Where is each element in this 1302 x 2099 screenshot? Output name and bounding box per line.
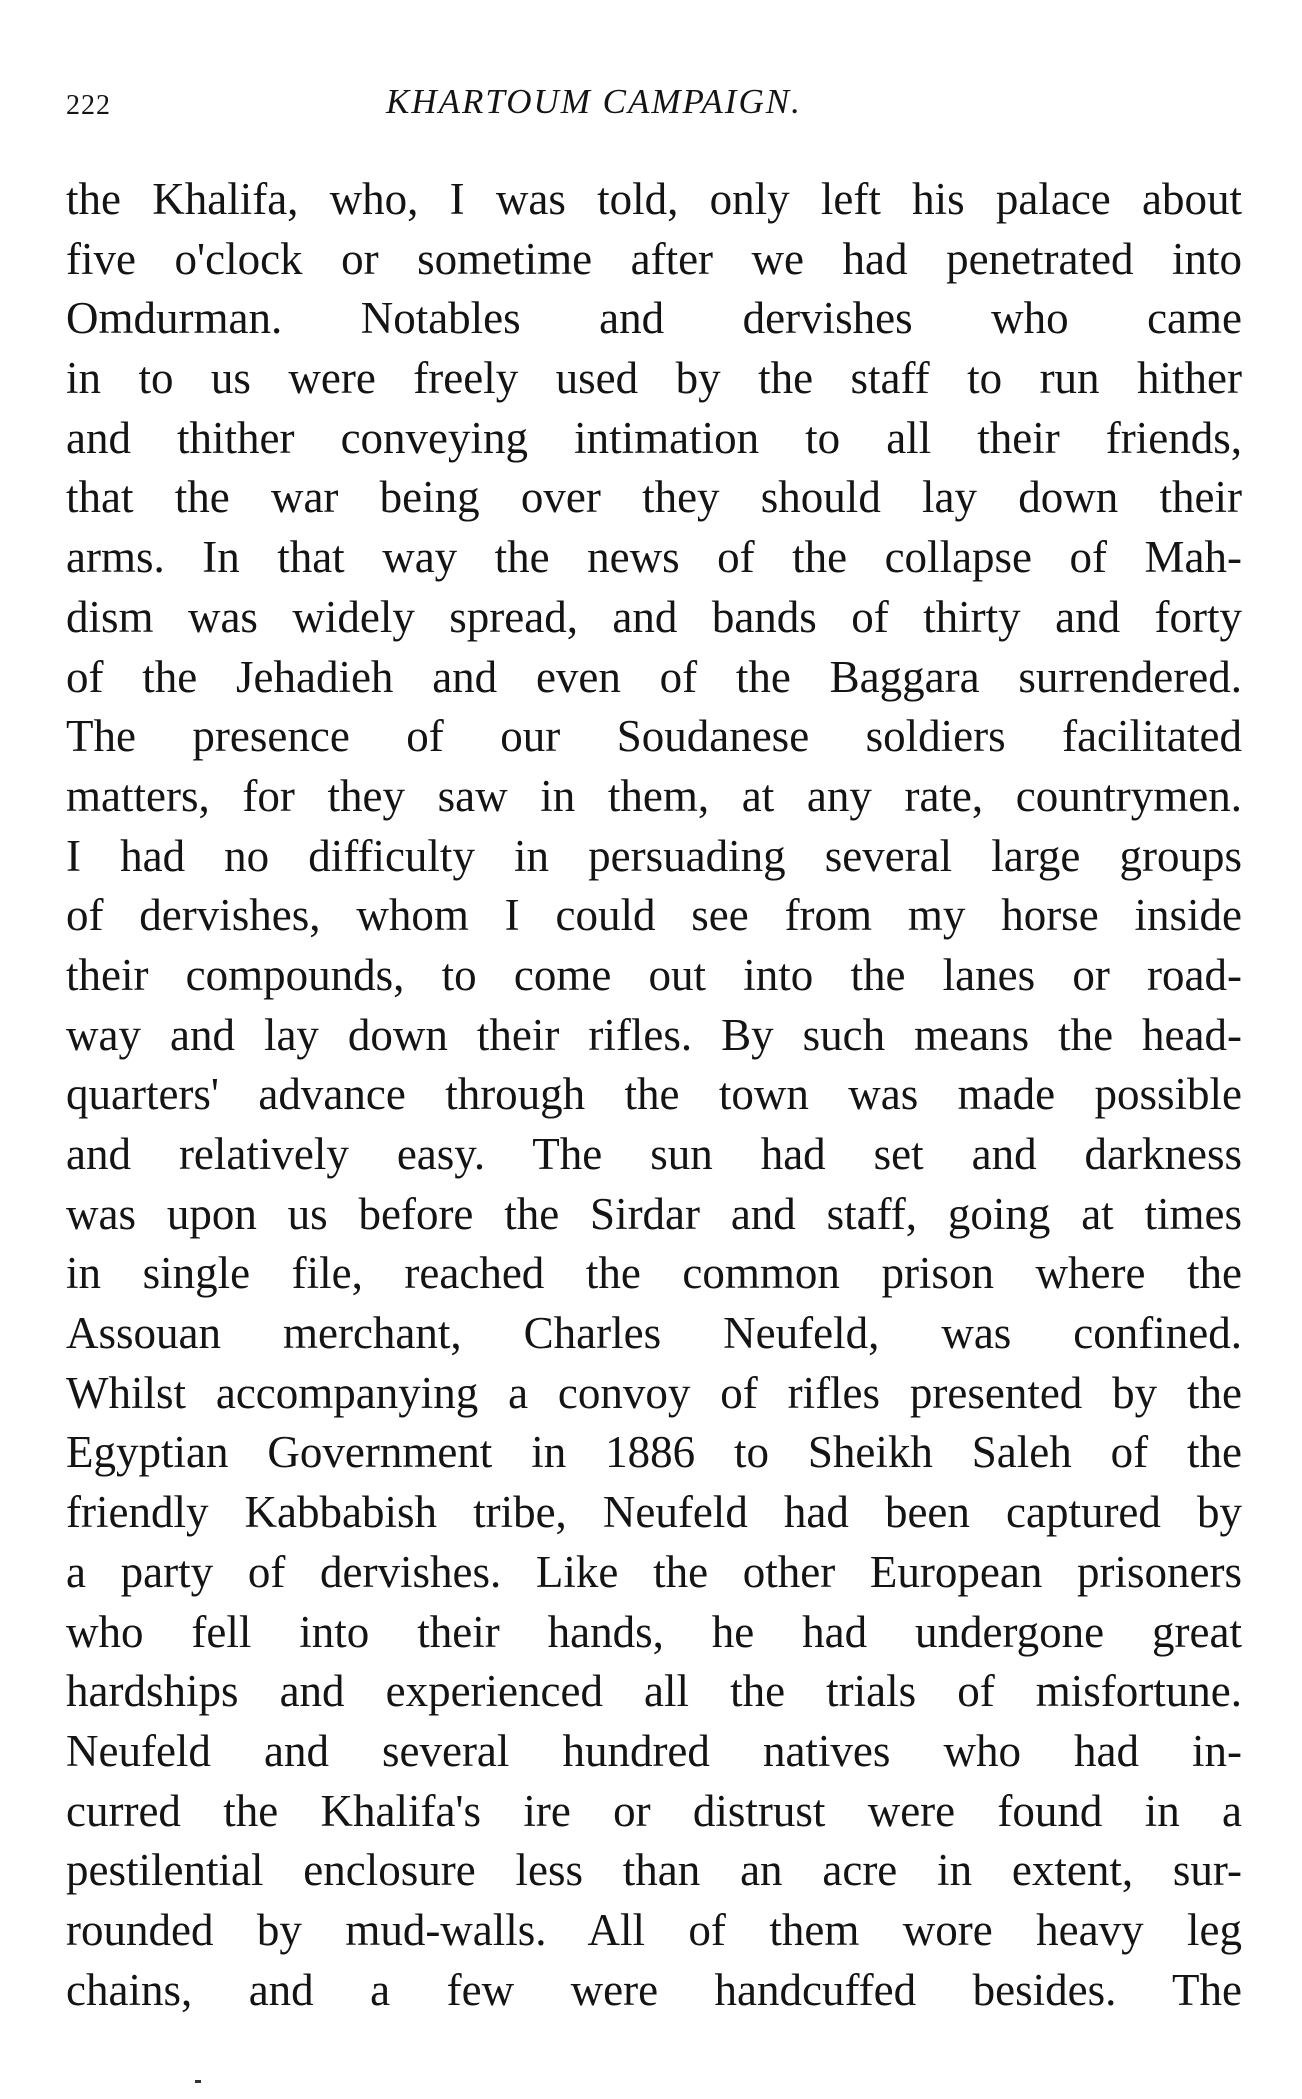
text-line: in single file, reached the common prison where the	[66, 1248, 1242, 1299]
text-line: hardships and experienced all the trials of misfortune.	[66, 1666, 1242, 1717]
text-line: The presence of our Soudanese soldiers facilitated	[66, 711, 1242, 762]
printer-mark	[195, 2080, 201, 2083]
text-line: quarters' advance through the town was made possible	[66, 1069, 1242, 1120]
text-line: Egyptian Government in 1886 to Sheikh Saleh of the	[66, 1427, 1242, 1478]
text-line: of dervishes, whom I could see from my horse inside	[66, 890, 1242, 941]
text-line: was upon us before the Sirdar and staff, going at times	[66, 1188, 1242, 1239]
text-line: chains, and a few were handcuffed besides. The	[66, 1964, 1242, 2015]
text-line: and thither conveying intimation to all their friends,	[66, 412, 1242, 463]
text-line: arms. In that way the news of the collapse of Mah-	[66, 532, 1242, 583]
page-header	[66, 82, 1246, 126]
text-line: matters, for they saw in them, at any rate, countrymen.	[66, 770, 1242, 821]
running-title: KHARTOUM CAMPAIGN.	[386, 82, 802, 121]
text-line: in to us were freely used by the staff to run hither	[66, 353, 1242, 404]
text-line: the Khalifa, who, I was told, only left his palace about	[66, 174, 1242, 224]
text-line: way and lay down their rifles. By such means the head-	[66, 1009, 1242, 1060]
text-line: curred the Khalifa's ire or distrust were found in a	[66, 1785, 1242, 1836]
text-line: Whilst accompanying a convoy of rifles presented by the	[66, 1367, 1242, 1418]
page-number: 222	[66, 90, 111, 121]
text-line: of the Jehadieh and even of the Baggara surrendered.	[66, 651, 1242, 702]
text-line: Assouan merchant, Charles Neufeld, was confined.	[66, 1308, 1242, 1359]
text-line: dism was widely spread, and bands of thirty and forty	[66, 591, 1242, 642]
text-line: friendly Kabbabish tribe, Neufeld had been captured by	[66, 1487, 1242, 1538]
text-line: five o'clock or sometime after we had penetrated into	[66, 233, 1242, 284]
text-line: rounded by mud-walls. All of them wore heavy leg	[66, 1904, 1242, 1955]
text-line: Omdurman. Notables and dervishes who came	[66, 293, 1242, 344]
text-line: I had no difficulty in persuading several large groups	[66, 830, 1242, 881]
text-line: Neufeld and several hundred natives who had in-	[66, 1725, 1242, 1776]
text-line: and relatively easy. The sun had set and darkness	[66, 1129, 1242, 1179]
text-line: that the war being over they should lay down their	[66, 472, 1242, 523]
text-line: who fell into their hands, he had undergone great	[66, 1606, 1242, 1657]
text-line: a party of dervishes. Like the other European prisoners	[66, 1546, 1242, 1597]
text-line: their compounds, to come out into the lanes or road-	[66, 949, 1242, 1000]
body-text	[66, 170, 1242, 2020]
text-line: pestilential enclosure less than an acre in extent, sur-	[66, 1845, 1242, 1896]
